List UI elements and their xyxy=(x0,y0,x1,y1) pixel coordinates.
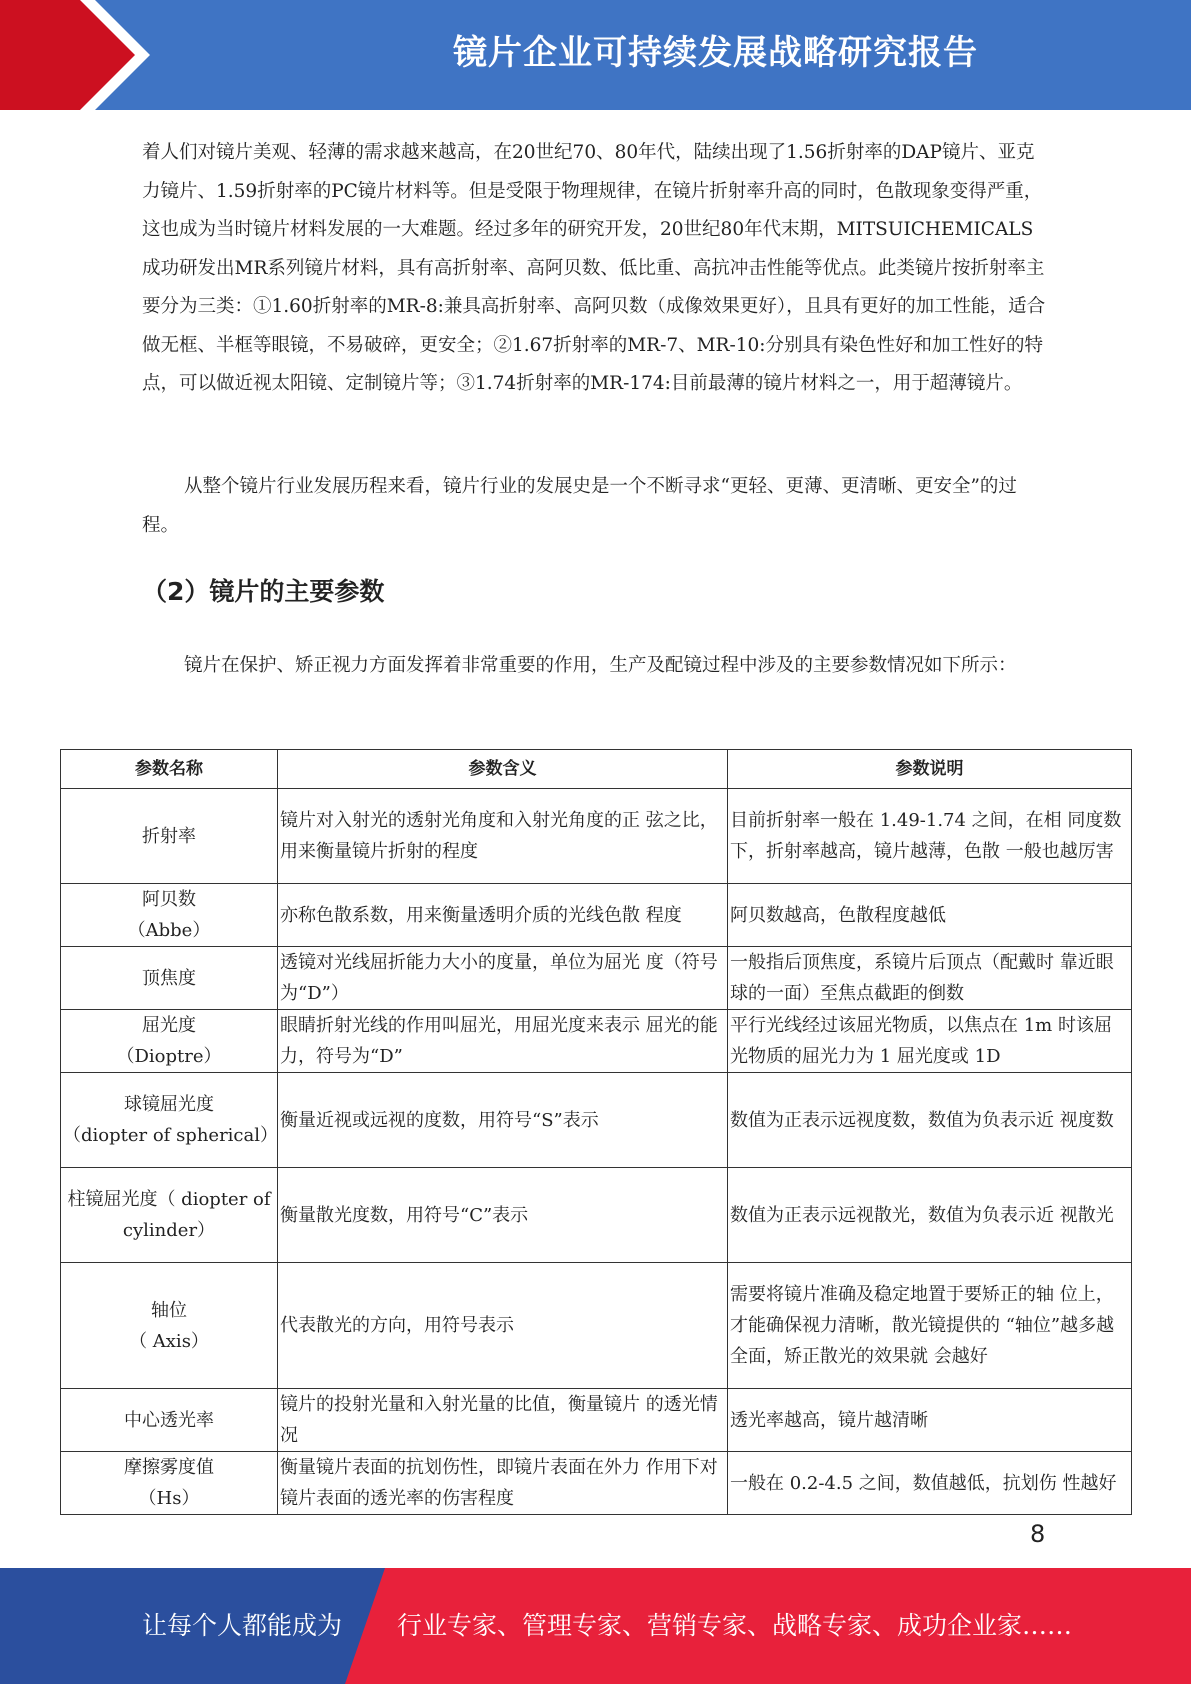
table-row xyxy=(61,1389,1132,1452)
param-desc-cell: 平行光线经过该屈光物质，以焦点在 1m 时该屈光物质的屈光力为 1 屈光度或 1D xyxy=(728,1010,1132,1073)
param-meaning-cell: 亦称色散系数，用来衡量透明介质的光线色散 程度 xyxy=(278,884,728,947)
param-name-cell xyxy=(61,1452,278,1515)
param-desc-cell: 一般指后顶焦度，系镜片后顶点（配戴时 靠近眼球的一面）至焦点截距的倒数 xyxy=(728,947,1132,1010)
header-param-meaning: 参数含义 xyxy=(278,750,728,789)
param-name-en: cylinder） xyxy=(122,1220,216,1241)
param-name-en: （Dioptre） xyxy=(116,1046,222,1067)
param-name: 折射率 xyxy=(142,825,196,847)
header-param-desc: 参数说明 xyxy=(728,750,1132,789)
param-name-en: （diopter of spherical） xyxy=(63,1125,279,1146)
param-name: 球镜屈光度 xyxy=(124,1094,214,1115)
header-red-arrow-decoration xyxy=(0,0,150,110)
param-name: 阿贝数 xyxy=(142,889,196,910)
param-name-cell xyxy=(61,789,278,884)
intro-paragraph: 镜片在保护、矫正视力方面发挥着非常重要的作用，生产及配镜过程中涉及的主要参数情况如下所示： xyxy=(184,655,1017,676)
param-name-en: （Abbe） xyxy=(127,920,211,941)
page-footer xyxy=(0,1568,1191,1684)
param-name-cell xyxy=(61,884,278,947)
param-name: 屈光度 xyxy=(142,1015,196,1036)
table-header-row xyxy=(61,750,1132,789)
body-paragraph-1: 着人们对镜片美观、轻薄的需求越来越高，在20世纪70、80年代，陆续出现了1.56折射率的DAP镜片、亚克力镜片、1.59折射率的PC镜片材料等。但是受限于物理规律，在镜片折射率升高的同时，色散现象变得严重，这也成为当时镜片材料发展的一大难题。经过多年的研究开发，20世纪80年代末期，MITSUICHEMICALS成功研发出MR系列镜片材料，具有高折射率、高阿贝数、低比重、高抗冲击性能等优点。此类镜片按折射率主要分为三类：①1.60折射率的MR-8:兼具高折射率、高阿贝数（成像效果更好），且具有更好的加工性能，适合做无框、半框等眼镜，不易破碎，更安全；②1.67折射率的MR-7、MR-10:分别具有染色性好和加工性好的特点，可以做近视太阳镜、定制镜片等；③1.74折射率的MR-174:目前最薄的镜片材料之一，用于超薄镜片。 xyxy=(142,142,1046,394)
param-name-cell xyxy=(61,1389,278,1452)
param-desc-cell: 数值为正表示远视散光，数值为负表示近 视散光 xyxy=(728,1168,1132,1263)
section-heading: （2）镜片的主要参数 xyxy=(142,577,385,606)
footer-slogan-right: 行业专家、管理专家、营销专家、战略专家、成功企业家…… xyxy=(397,1611,1073,1640)
table-row xyxy=(61,1073,1132,1168)
report-title: 镜片企业可持续发展战略研究报告 xyxy=(453,33,978,73)
param-meaning-cell: 镜片的投射光量和入射光量的比值，衡量镜片 的透光情况 xyxy=(278,1389,728,1452)
param-meaning-cell: 透镜对光线屈折能力大小的度量，单位为屈光 度（符号为“D”） xyxy=(278,947,728,1010)
param-meaning-cell: 眼睛折射光线的作用叫屈光，用屈光度来表示 屈光的能力，符号为“D” xyxy=(278,1010,728,1073)
param-meaning-cell: 镜片对入射光的透射光角度和入射光角度的正 弦之比，用来衡量镜片折射的程度 xyxy=(278,789,728,884)
param-meaning-cell: 衡量散光度数，用符号“C”表示 xyxy=(278,1168,728,1263)
param-name-en: （Hs） xyxy=(138,1488,200,1509)
param-desc-cell: 目前折射率一般在 1.49-1.74 之间，在相 同度数下，折射率越高，镜片越薄，色散 一般也越厉害 xyxy=(728,789,1132,884)
param-name-cell xyxy=(61,1263,278,1389)
table-row xyxy=(61,1263,1132,1389)
param-meaning-cell: 衡量镜片表面的抗划伤性，即镜片表面在外力 作用下对镜片表面的透光率的伤害程度 xyxy=(278,1452,728,1515)
param-name-cell xyxy=(61,1073,278,1168)
param-meaning-cell: 衡量近视或远视的度数，用符号“S”表示 xyxy=(278,1073,728,1168)
param-desc-cell: 数值为正表示远视度数，数值为负表示近 视度数 xyxy=(728,1073,1132,1168)
header-param-name: 参数名称 xyxy=(61,750,278,789)
param-name-cell xyxy=(61,947,278,1010)
param-name: 中心透光率 xyxy=(124,1409,214,1431)
table-row xyxy=(61,884,1132,947)
table-row xyxy=(61,789,1132,884)
table-row xyxy=(61,1010,1132,1073)
param-desc-cell: 一般在 0.2-4.5 之间，数值越低，抗划伤 性越好 xyxy=(728,1452,1132,1515)
page-number: 8 xyxy=(1030,1520,1046,1548)
table-row xyxy=(61,947,1132,1010)
param-name: 轴位 xyxy=(151,1299,187,1321)
param-name: 柱镜屈光度（ diopter of xyxy=(67,1189,271,1210)
param-desc-cell: 阿贝数越高，色散程度越低 xyxy=(728,884,1132,947)
parameters-table xyxy=(60,749,1132,1515)
table-row xyxy=(61,1452,1132,1515)
footer-slogan-left: 让每个人都能成为 xyxy=(142,1611,343,1640)
table-row xyxy=(61,1168,1132,1263)
param-desc-cell: 透光率越高，镜片越清晰 xyxy=(728,1389,1132,1452)
page-header xyxy=(0,0,1191,110)
param-name: 摩擦雾度值 xyxy=(124,1457,214,1478)
param-desc-cell: 需要将镜片准确及稳定地置于要矫正的轴 位上，才能确保视力清晰，散光镜提供的 “轴位”越多越全面，矫正散光的效果就 会越好 xyxy=(728,1263,1132,1389)
param-name-cell xyxy=(61,1010,278,1073)
param-meaning-cell: 代表散光的方向，用符号表示 xyxy=(278,1263,728,1389)
param-name: 顶焦度 xyxy=(142,967,196,989)
body-paragraph-2: 从整个镜片行业发展历程来看，镜片行业的发展史是一个不断寻求“更轻、更薄、更清晰、更安全”的过程。 xyxy=(142,476,1017,536)
param-name-cell xyxy=(61,1168,278,1263)
param-name-en: （ Axis） xyxy=(129,1330,209,1352)
